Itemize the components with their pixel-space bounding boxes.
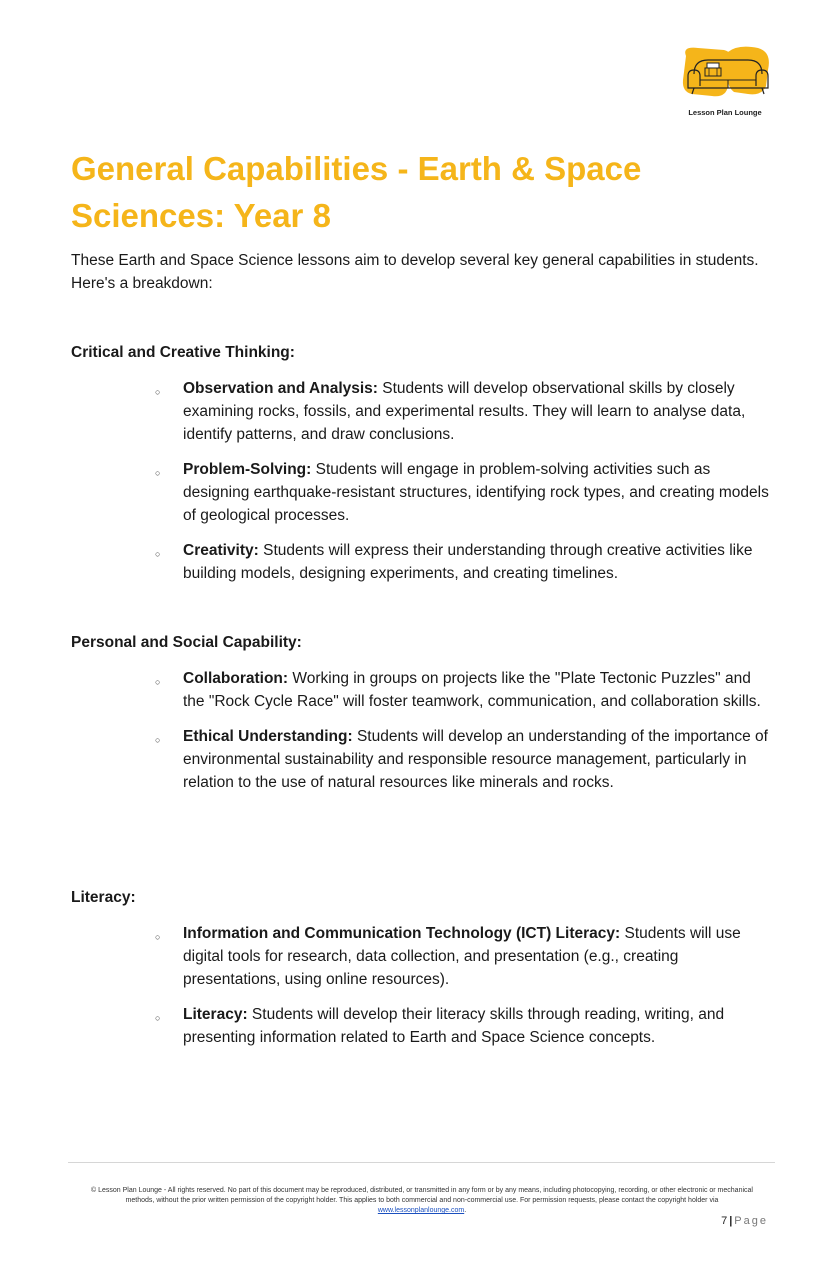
item-term: Literacy: bbox=[183, 1006, 248, 1023]
item-term: Observation and Analysis: bbox=[183, 380, 378, 397]
footer-divider bbox=[68, 1162, 775, 1163]
brand-logo bbox=[678, 46, 772, 120]
section-heading-personal-social: Personal and Social Capability: bbox=[71, 634, 302, 651]
hollow-circle-bullet-icon: ○ bbox=[155, 677, 161, 687]
hollow-circle-bullet-icon: ○ bbox=[155, 1013, 161, 1023]
item-text: Working in groups on projects like the "Plate Tectonic Puzzles" and the "Rock Cycle Race" will foster teamwork, communication, and collaboration skills. bbox=[183, 670, 761, 710]
hollow-circle-bullet-icon: ○ bbox=[155, 468, 161, 478]
personal-social-list bbox=[155, 667, 775, 806]
section-heading-literacy: Literacy: bbox=[71, 889, 136, 906]
critical-thinking-list bbox=[155, 377, 775, 597]
literacy-list bbox=[155, 922, 775, 1061]
page-word: Page bbox=[734, 1215, 768, 1227]
page-number-value: 7 bbox=[721, 1215, 728, 1227]
item-text: Students will develop observational skills by closely examining rocks, fossils, and experimental results. They will learn to analyse data, identify patterns, and draw conclusions. bbox=[183, 380, 746, 443]
footer-copyright bbox=[76, 1186, 768, 1216]
item-text: Students will express their understanding through creative activities like building models, designing experiments, and creating timelines. bbox=[183, 542, 753, 582]
item-term: Collaboration: bbox=[183, 670, 289, 687]
hollow-circle-bullet-icon: ○ bbox=[155, 387, 161, 397]
item-term: Information and Communication Technology (ICT) Literacy: bbox=[183, 925, 621, 942]
list-item bbox=[155, 377, 775, 446]
link-suffix: . bbox=[464, 1207, 467, 1214]
item-text: Students will engage in problem-solving activities such as designing earthquake-resistant structures, identifying rock types, and creating models of geological processes. bbox=[183, 461, 769, 524]
section-heading-critical-thinking: Critical and Creative Thinking: bbox=[71, 344, 295, 361]
list-item bbox=[155, 667, 775, 713]
list-item bbox=[155, 458, 775, 527]
page-title: General Capabilities - Earth & Space Sciences: Year 8 bbox=[71, 150, 642, 234]
item-term: Creativity: bbox=[183, 542, 259, 559]
hollow-circle-bullet-icon: ○ bbox=[155, 549, 161, 559]
hollow-circle-bullet-icon: ○ bbox=[155, 735, 161, 745]
page-separator: | bbox=[729, 1215, 733, 1227]
item-term: Problem-Solving: bbox=[183, 461, 312, 478]
website-link[interactable]: www.lessonplanlounge.com bbox=[377, 1207, 465, 1214]
intro-paragraph: These Earth and Space Science lessons aim to develop several key general capabilities in students. Here's a breakdown: bbox=[71, 252, 759, 292]
hollow-circle-bullet-icon: ○ bbox=[155, 932, 161, 942]
sofa-logo-icon bbox=[678, 46, 772, 108]
item-term: Ethical Understanding: bbox=[183, 728, 353, 745]
item-text: Students will develop an understanding of the importance of environmental sustainability and responsible resource management, particularly in relation to the use of natural resources like minerals and rocks. bbox=[183, 728, 768, 791]
list-item bbox=[155, 922, 775, 991]
list-item bbox=[155, 539, 775, 585]
page-number bbox=[721, 1215, 768, 1227]
list-item bbox=[155, 1003, 775, 1049]
item-text: Students will develop their literacy skills through reading, writing, and presenting information related to Earth and Space Science concepts. bbox=[183, 1006, 725, 1046]
copyright-text: © Lesson Plan Lounge - All rights reserved. No part of this document may be reproduced, distributed, or transmitted in any form or by any means, including photocopying, recording, or other electronic or mechanical methods, without the prior written permission of the copyright holder. This applies to both commercial and non-commercial use. For permission requests, please contact the copyright holder via bbox=[91, 1187, 753, 1204]
list-item bbox=[155, 725, 775, 794]
brand-name: Lesson Plan Lounge bbox=[688, 108, 762, 117]
item-text: Students will use digital tools for research, data collection, and presentation (e.g., creating presentations, using online resources). bbox=[183, 925, 741, 988]
